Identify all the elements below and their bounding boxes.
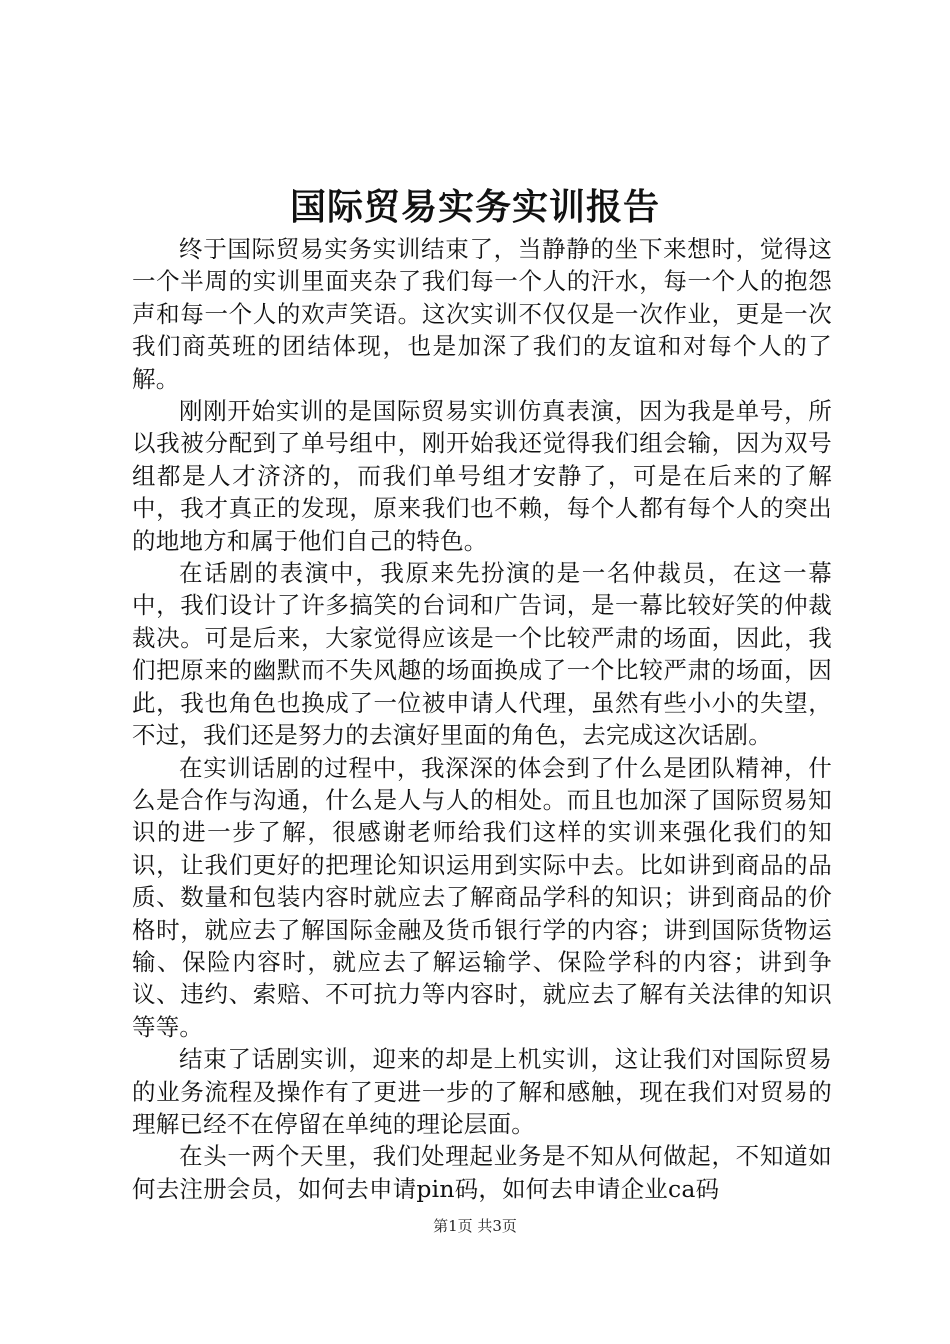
paragraph-6: 在头一两个天里，我们处理起业务是不知从何做起，不知道如何去注册会员，如何去申请pin码，如何去申请企业ca码 (132, 1142, 832, 1203)
document-body (132, 233, 832, 1205)
paragraph-1: 终于国际贸易实务实训结束了，当静静的坐下来想时，觉得这一个半周的实训里面夹杂了我们每一个人的汗水，每一个人的抱怨声和每一个人的欢声笑语。这次实训不仅仅是一次作业，更是一次我们商英班的团结体现，也是加深了我们的友谊和对每个人的了解。 (132, 235, 832, 393)
paragraph-5: 结束了话剧实训，迎来的却是上机实训，这让我们对国际贸易的业务流程及操作有了更进一步的了解和感触，现在我们对贸易的理解已经不在停留在单纯的理论层面。 (132, 1045, 832, 1138)
paragraph-3: 在话剧的表演中，我原来先扮演的是一名仲裁员，在这一幕中，我们设计了许多搞笑的台词和广告词，是一幕比较好笑的仲裁裁决。可是后来，大家觉得应该是一个比较严肃的场面，因此，我们把原来的幽默而不失风趣的场面换成了一个比较严肃的场面，因此，我也角色也换成了一位被申请人代理，虽然有些小小的失望，不过，我们还是努力的去演好里面的角色，去完成这次话剧。 (132, 559, 832, 750)
paragraph-4: 在实训话剧的过程中，我深深的体会到了什么是团队精神，什么是合作与沟通，什么是人与人的相处。而且也加深了国际贸易知识的进一步了解，很感谢老师给我们这样的实训来强化我们的知识，让我们更好的把理论知识运用到实际中去。比如讲到商品的品质、数量和包装内容时就应去了解商品学科的知识；讲到商品的价格时，就应去了解国际金融及货币银行学的内容；讲到国际货物运输、保险内容时，就应去了解运输学、保险学科的内容；讲到争议、违约、索赔、不可抗力等内容时，就应去了解有关法律的知识等等。 (132, 753, 832, 1041)
paragraph-2: 刚刚开始实训的是国际贸易实训仿真表演，因为我是单号，所以我被分配到了单号组中，刚开始我还觉得我们组会输，因为双号组都是人才济济的，而我们单号组才安静了，可是在后来的了解中，我才真正的发现，原来我们也不赖，每个人都有每个人的突出的地地方和属于他们自己的特色。 (132, 397, 832, 555)
page-footer: 第1页 共3页 (433, 1217, 517, 1235)
document-title: 国际贸易实务实训报告 (289, 186, 660, 228)
